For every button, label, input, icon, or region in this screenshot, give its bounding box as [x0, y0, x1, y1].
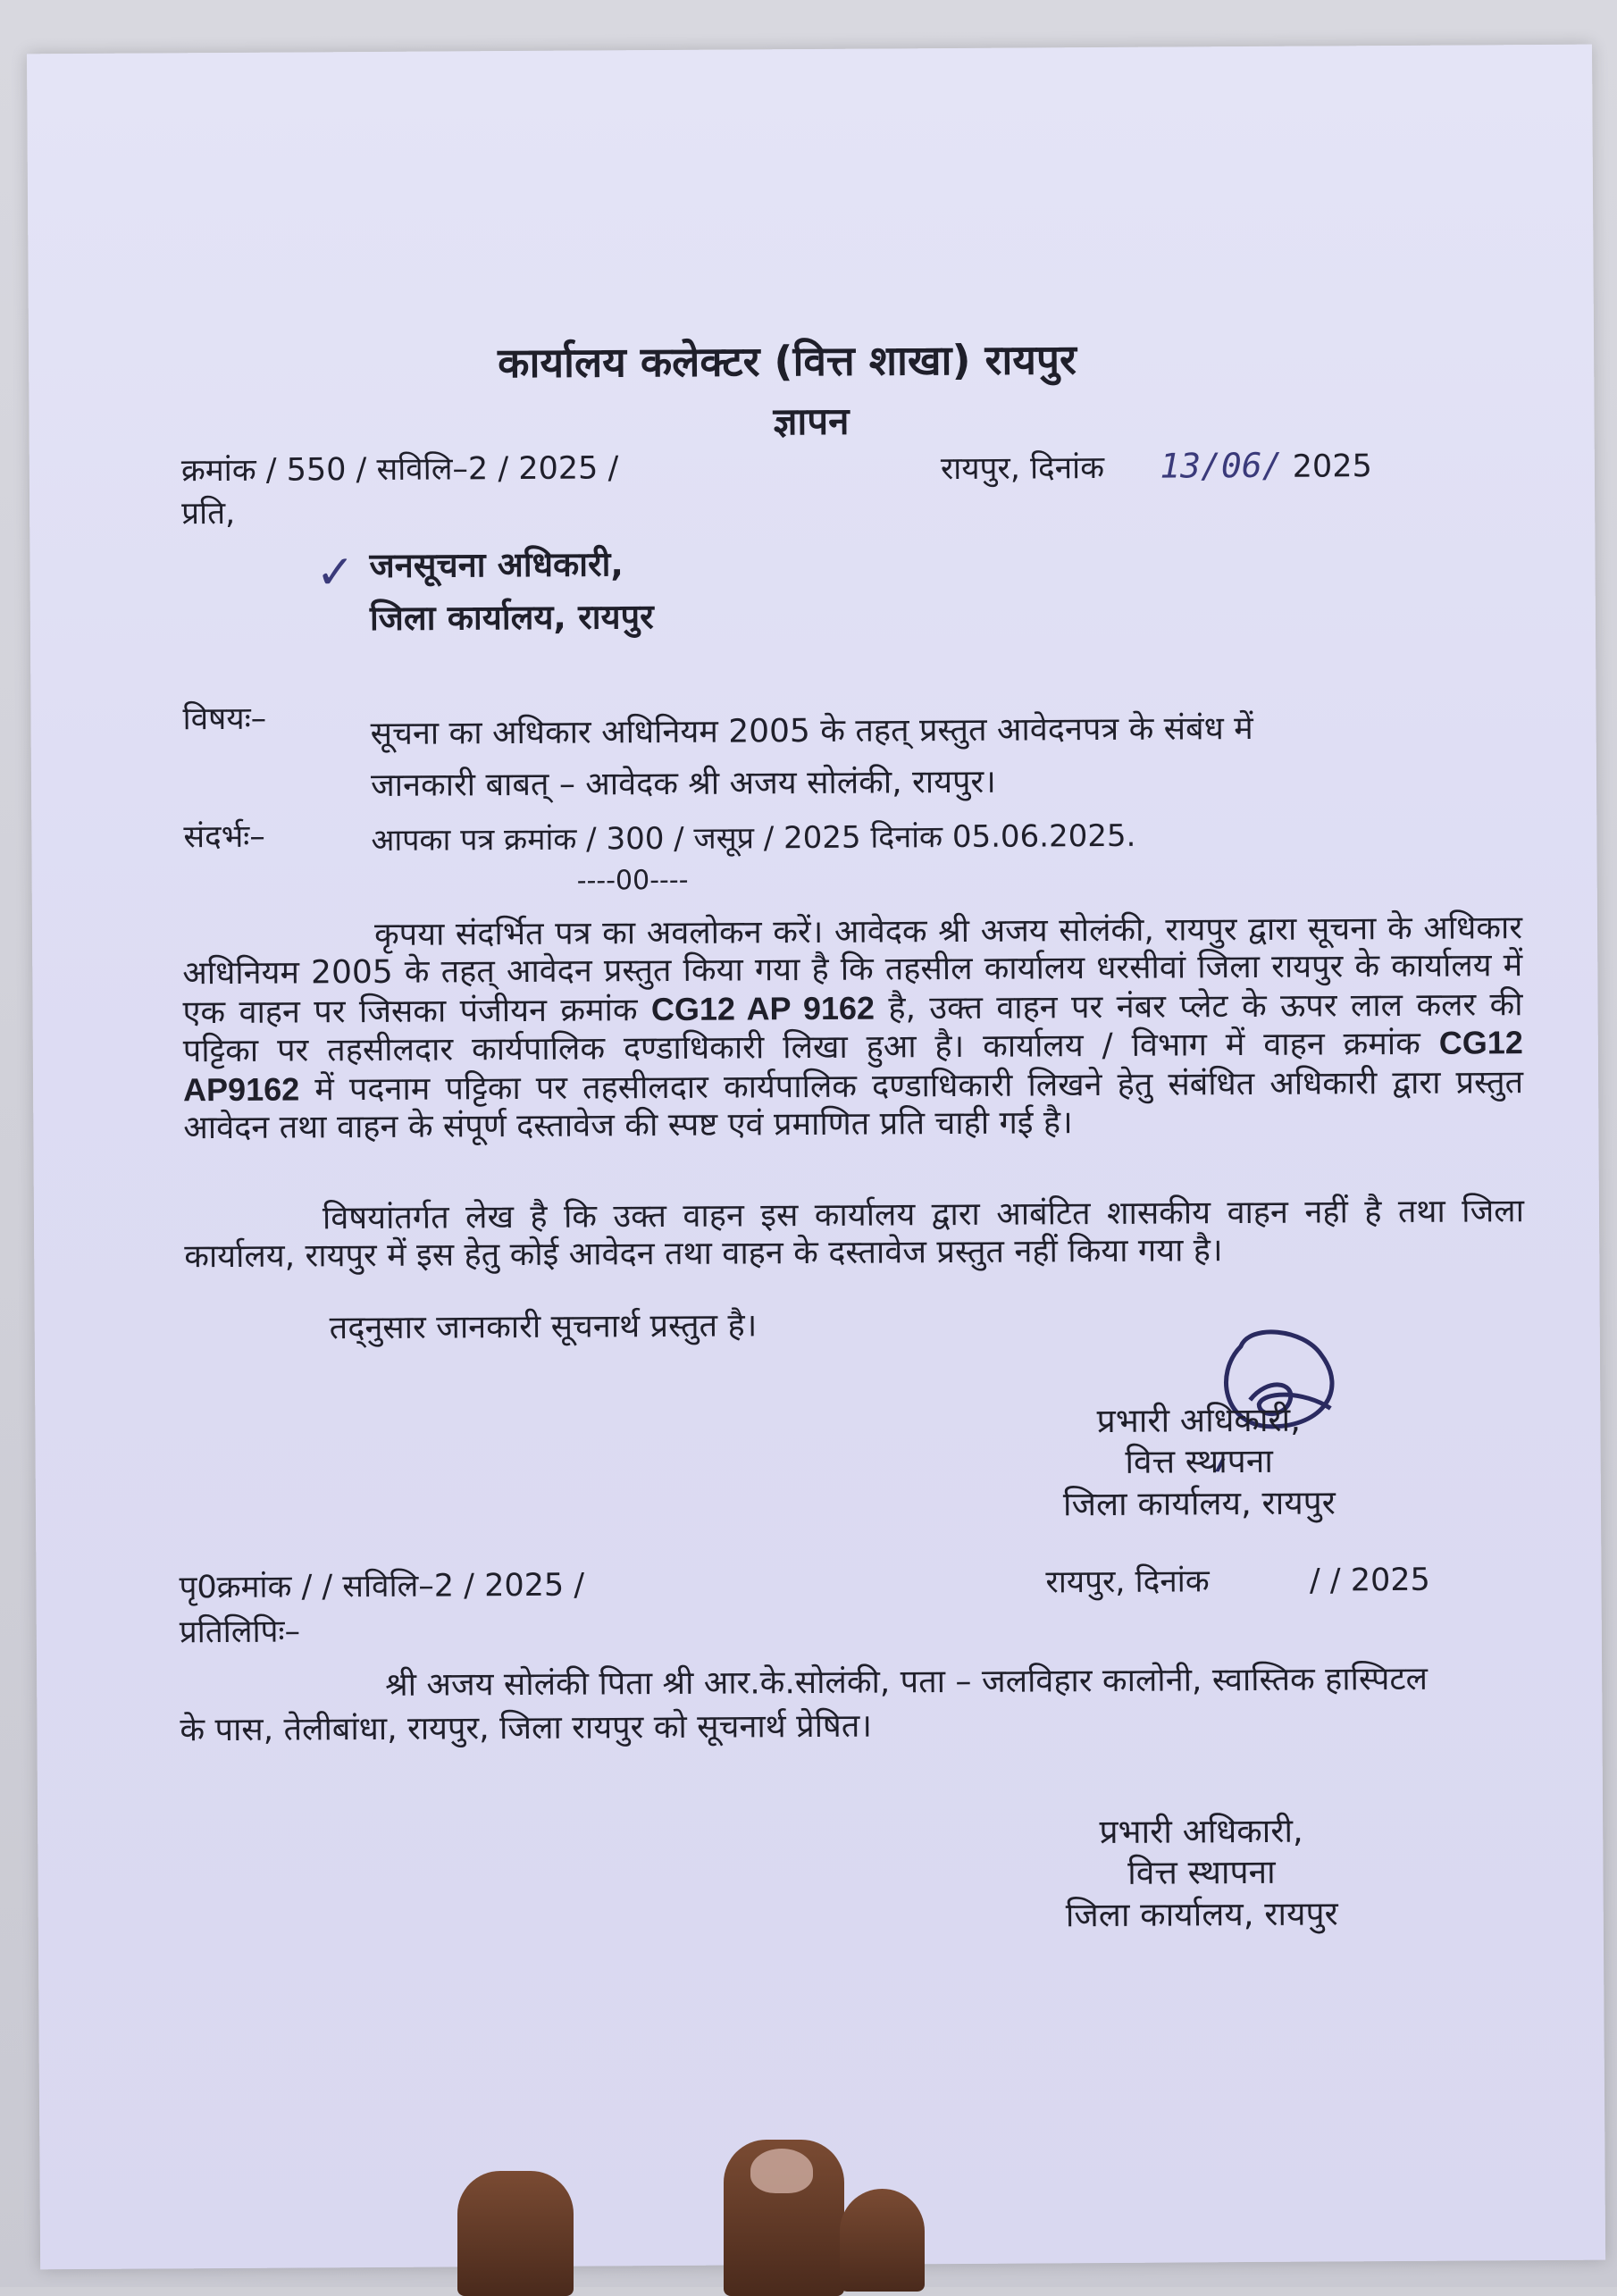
date-year: 2025: [1292, 448, 1372, 485]
handwritten-date: 13/06/: [1160, 445, 1283, 486]
copy-label: प्रतिलिपिः–: [179, 1613, 301, 1651]
document-type: ज्ञापन: [773, 398, 850, 444]
subject-line-1: सूचना का अधिकार अधिनियम 2005 के तहत् प्रस्तुत आवेदनपत्र के संबंध में: [370, 709, 1253, 753]
copy-date-prefix: रायपुर, दिनांक: [1045, 1563, 1210, 1601]
copy-text: श्री अजय सोलंकी पिता श्री आर.के.सोलंकी, पता – जलविहार कालोनी, स्वास्तिक हास्पिटल के पास, तेलीबांधा, रायपुर, जिला रायपुर को सूचनार्थ प्रेषित।: [180, 1660, 1428, 1748]
signatory-branch: वित्त स्थापना: [1127, 1853, 1276, 1893]
finger: [457, 2171, 574, 2296]
copy-date-blank: / / 2025: [1309, 1562, 1430, 1599]
reference-label: संदर्भः–: [183, 818, 265, 856]
separator: ----00----: [576, 864, 689, 897]
para-1-part-b: है, उक्त वाहन पर नंबर प्लेट के ऊपर लाल कलर की पट्टिका पर तहसीलदार कार्यपालिक दण्डाधिकारी लिखा हुआ है। कार्यालय / विभाग में वाहन क्रमांक: [182, 986, 1523, 1070]
vehicle-number-2: CG12 AP9162: [182, 1024, 1523, 1109]
body-paragraph-1: [182, 909, 1524, 1148]
para-1-part-a: कृपया संदर्भित पत्र का अवलोकन करें। आवेदक श्री अजय सोलंकी, रायपुर द्वारा सूचना के अधिकार अधिनियम 2005 के तहत् आवेदन प्रस्तुत किया गया है कि तहसील कार्यालय धरसीवां जिला रायपुर के कार्यालय में एक वाहन पर जिसका पंजीयन क्रमांक: [182, 909, 1523, 1032]
signature-block-copy: [1065, 1810, 1338, 1936]
body-paragraph-3: तद्नुसार जानकारी सूचनार्थ प्रस्तुत है।: [329, 1307, 758, 1347]
body-paragraph-2: विषयांतर्गत लेख है कि उक्त वाहन इस कार्यालय द्वारा आबंटित शासकीय वाहन नहीं है तथा जिला कार्यालय, रायपुर में इस हेतु कोई आवेदन तथा वाहन के दस्तावेज प्रस्तुत नहीं किया गया है।: [184, 1193, 1525, 1276]
signatory-office: जिला कार्यालय, रायपुर: [1062, 1482, 1336, 1523]
vehicle-number-1: CG12 AP 9162: [650, 989, 876, 1028]
office-title: कार्यालय कलेक्टर (वित्त शाखा) रायपुर: [497, 335, 1077, 388]
check-mark-icon: ✓: [315, 546, 356, 600]
signatory-branch: वित्त स्थापना: [1125, 1442, 1273, 1482]
reference-number: क्रमांक / 550 / सविलि–2 / 2025 /: [180, 450, 619, 490]
finger: [840, 2189, 925, 2292]
memo-paper: [27, 45, 1605, 2270]
date-prefix: रायपुर, दिनांक: [940, 449, 1105, 488]
reference-date: [941, 445, 1372, 489]
recipient-office: जिला कार्यालय, रायपुर: [369, 597, 654, 639]
subject-line-2: जानकारी बाबत् – आवेदक श्री अजय सोलंकी, रायपुर।: [370, 763, 996, 805]
to-label: प्रति,: [181, 495, 236, 532]
para-1-part-c: में पदनाम पट्टिका पर तहसीलदार कार्यपालिक दण्डाधिकारी लिखने हेतु संबंधित अधिकारी द्वारा प्रस्तुत आवेदन तथा वाहन के संपूर्ण दस्तावेज की स्पष्ट एवं प्रमाणित प्रति चाही गई है।: [183, 1064, 1524, 1147]
copy-reference-number: पृ0क्रमांक / / सविलि–2 / 2025 /: [179, 1567, 585, 1606]
subject-label: विषयः–: [182, 700, 267, 738]
signatory-office: जिला कार्यालय, रायपुर: [1065, 1893, 1338, 1934]
fingernail: [750, 2149, 813, 2193]
signatory-designation: प्रभारी अधिकारी,: [1099, 1811, 1303, 1852]
reference-text: आपका पत्र क्रमांक / 300 / जसूप्र / 2025 दिनांक 05.06.2025.: [371, 817, 1136, 859]
copy-date: [1045, 1562, 1430, 1602]
signatory-designation: प्रभारी अधिकारी,: [1096, 1400, 1302, 1441]
signature-block: [1062, 1399, 1336, 1525]
recipient-name: जनसूचना अधिकारी,: [369, 544, 624, 586]
